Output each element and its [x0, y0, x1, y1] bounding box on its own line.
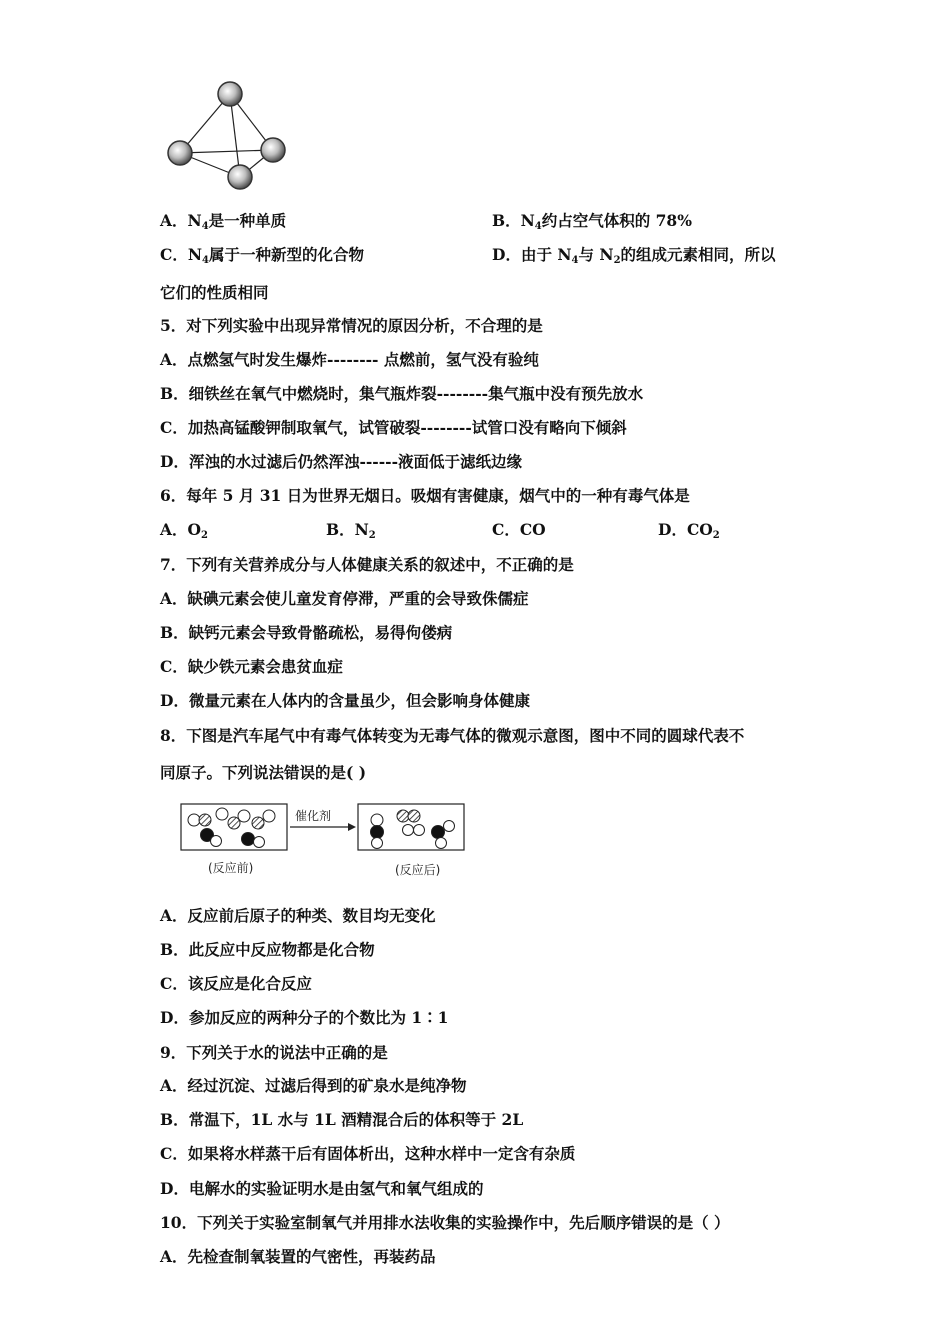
- q4-option-c: C．$N_4$属于一种新型的化合物: [160, 245, 364, 266]
- q4-option-b: B．$N_4$约占空气体积的 78%: [492, 211, 692, 232]
- q6-option-c: C．CO: [492, 520, 546, 539]
- q5-option-d: D．浑浊的水过滤后仍然浑浊------液面低于滤纸边缘: [160, 452, 523, 471]
- q6-stem: 6．每年 5 月 31 日为世界无烟日。吸烟有害健康，烟气中的一种有毒气体是: [160, 486, 690, 505]
- q5-stem: 5．对下列实验中出现异常情况的原因分析，不合理的是: [160, 316, 543, 335]
- q9-option-d: D．电解水的实验证明水是由氢气和氧气组成的: [160, 1179, 484, 1198]
- q7-option-b: B．缺钙元素会导致骨骼疏松，易得佝偻病: [160, 623, 453, 642]
- q4-option-a: A．$N_4$是一种单质: [160, 211, 287, 232]
- n4-molecule-figure: [160, 76, 300, 196]
- q8-stem-line1: 8．下图是汽车尾气中有毒气体转变为无毒气体的微观示意图，图中不同的圆球代表不: [160, 726, 745, 745]
- q5-option-c: C．加热高锰酸钾制取氧气，试管破裂--------试管口没有略向下倾斜: [160, 418, 627, 437]
- before-label: (反应前): [208, 861, 254, 875]
- reaction-diagram: [178, 796, 478, 886]
- catalyst-label: 催化剂: [295, 809, 332, 823]
- q8-stem-line2: 同原子。下列说法错误的是( ): [160, 763, 367, 782]
- q9-option-b: B．常温下，1L 水与 1L 酒精混合后的体积等于 2L: [160, 1110, 524, 1129]
- q10-option-a: A．先检查制氧装置的气密性，再装药品: [160, 1247, 436, 1266]
- q10-stem: 10．下列关于实验室制氧气并用排水法收集的实验操作中，先后顺序错误的是（ ）: [160, 1213, 730, 1232]
- q4-option-d: D．由于 $N_4$与 $N_2$的组成元素相同，所以: [492, 245, 776, 266]
- q6-option-a: A．$O_2$: [160, 520, 208, 541]
- q6-option-b: B．$N_2$: [326, 520, 376, 541]
- q7-stem: 7．下列有关营养成分与人体健康关系的叙述中，不正确的是: [160, 555, 574, 574]
- q8-option-a: A．反应前后原子的种类、数目均无变化: [160, 906, 436, 925]
- after-label: (反应后): [395, 863, 441, 877]
- q4-option-d-continued: 它们的性质相同: [160, 283, 269, 302]
- q9-option-a: A．经过沉淀、过滤后得到的矿泉水是纯净物: [160, 1076, 467, 1095]
- q5-option-b: B．细铁丝在氧气中燃烧时，集气瓶炸裂--------集气瓶中没有预先放水: [160, 384, 644, 403]
- q7-option-a: A．缺碘元素会使儿童发育停滞，严重的会导致侏儒症: [160, 589, 529, 608]
- q5-option-a: A．点燃氢气时发生爆炸-------- 点燃前，氢气没有验纯: [160, 350, 539, 369]
- q6-option-d: D．$CO_2$: [658, 520, 720, 541]
- q7-option-c: C．缺少铁元素会患贫血症: [160, 657, 343, 676]
- q8-option-d: D．参加反应的两种分子的个数比为 1∶1: [160, 1008, 449, 1027]
- q7-option-d: D．微量元素在人体内的含量虽少，但会影响身体健康: [160, 691, 530, 710]
- q8-option-b: B．此反应中反应物都是化合物: [160, 940, 375, 959]
- q9-stem: 9．下列关于水的说法中正确的是: [160, 1043, 388, 1062]
- q8-option-c: C．该反应是化合反应: [160, 974, 312, 993]
- q9-option-c: C．如果将水样蒸干后有固体析出，这种水样中一定含有杂质: [160, 1144, 576, 1163]
